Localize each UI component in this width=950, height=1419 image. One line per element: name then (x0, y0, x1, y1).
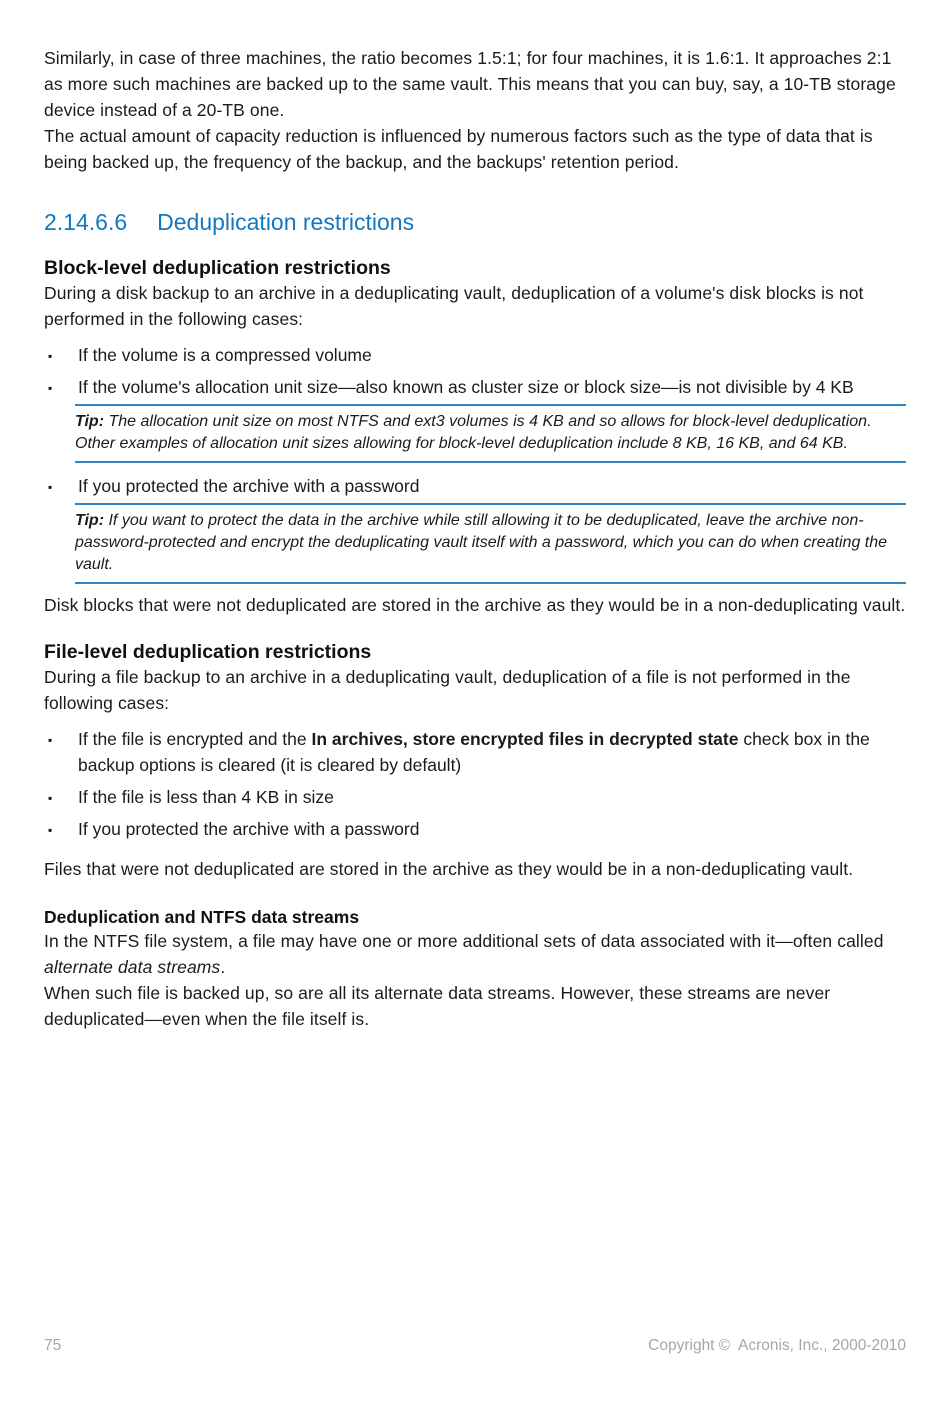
ntfs-paragraph-2: When such file is backed up, so are all its alternate data streams. However, these streams are never deduplicated—even when the file itself is. (44, 983, 831, 1029)
ntfs-p1-italic: alternate data streams (44, 957, 221, 977)
section-title: Deduplication restrictions (157, 209, 415, 235)
bullet-square-icon: ▪ (48, 791, 53, 805)
tip-label: Tip: (75, 413, 105, 430)
bullet-text: If the file is less than 4 KB in size (78, 787, 334, 807)
block-level-outro: Disk blocks that were not deduplicated are stored in the archive as they would be in a non-deduplicating vault. (44, 595, 906, 615)
page-footer (44, 1337, 906, 1355)
ntfs-p1-suffix: . (220, 957, 226, 977)
bullet-text: If you protected the archive with a password (78, 819, 420, 839)
list-item (44, 342, 906, 368)
page-content (44, 0, 906, 1032)
tip-box-allocation-unit (75, 404, 906, 463)
intro-paragraph-2: The actual amount of capacity reduction is influenced by numerous factors such as the type of data that is being backed up, the frequency of the backup, and the backups' retention period. (44, 126, 873, 172)
bullet-text-prefix: If the file is encrypted and the (78, 729, 312, 749)
block-level-heading: Block-level deduplication restrictions (44, 257, 391, 279)
list-item (44, 784, 906, 810)
tip-text: If you want to protect the data in the archive while still allowing it to be deduplicated, leave the archive non-password-protected and encrypt the deduplicating vault itself with a password, which you can do when creating the vault. (75, 512, 888, 573)
block-level-bullet-list (44, 342, 906, 400)
list-item (44, 473, 906, 499)
bullet-square-icon: ▪ (48, 823, 53, 837)
tip-text: The allocation unit size on most NTFS and ext3 volumes is 4 KB and so allows for block-level deduplication. Other examples of allocation unit sizes allowing for block-level deduplication include 8 KB, 16 KB, and 64 KB. (75, 413, 872, 452)
bullet-square-icon: ▪ (48, 349, 53, 363)
section-number: 2.14.6.6 (44, 209, 128, 235)
list-item (44, 816, 906, 842)
bullet-text: If the volume's allocation unit size—also known as cluster size or block size—is not divisible by 4 KB (78, 377, 854, 397)
ntfs-p1-prefix: In the NTFS file system, a file may have one or more additional sets of data associated with it—often called (44, 931, 884, 951)
file-level-intro: During a file backup to an archive in a deduplicating vault, deduplication of a file is not performed in the following cases: (44, 667, 851, 713)
copyright-text: Copyright © Acronis, Inc., 2000-2010 (648, 1337, 906, 1354)
bullet-text (78, 729, 870, 775)
bullet-text: If you protected the archive with a password (78, 476, 420, 496)
file-level-outro: Files that were not deduplicated are stored in the archive as they would be in a non-deduplicating vault. (44, 859, 854, 879)
file-level-bullet-list (44, 726, 906, 842)
bullet-text: If the volume is a compressed volume (78, 345, 372, 365)
bullet-text-suffix: check box in the backup options is cleared (it is cleared by default) (78, 729, 870, 775)
list-item (44, 726, 906, 778)
tip-label: Tip: (75, 512, 105, 529)
ntfs-streams-heading: Deduplication and NTFS data streams (44, 907, 360, 927)
file-level-heading: File-level deduplication restrictions (44, 641, 372, 663)
intro-paragraph-1: Similarly, in case of three machines, the ratio becomes 1.5:1; for four machines, it is 1.6:1. It approaches 2:1 as more such machines are backed up to the same vault. This means that you can buy, say, a 10-TB storage device instead of a 20-TB one. (44, 48, 896, 120)
block-level-bullet-list-2 (44, 473, 906, 499)
bullet-square-icon: ▪ (48, 381, 53, 395)
block-level-intro: During a disk backup to an archive in a deduplicating vault, deduplication of a volume's disk blocks is not performed in the following cases: (44, 283, 864, 329)
ntfs-paragraph-1 (44, 928, 906, 980)
page-number: 75 (44, 1337, 62, 1354)
bullet-text-bold: In archives, store encrypted files in decrypted state (311, 729, 739, 749)
list-item (44, 374, 906, 400)
section-heading (44, 207, 906, 237)
tip-box-password (75, 503, 906, 584)
bullet-square-icon: ▪ (48, 733, 53, 747)
bullet-square-icon: ▪ (48, 480, 53, 494)
